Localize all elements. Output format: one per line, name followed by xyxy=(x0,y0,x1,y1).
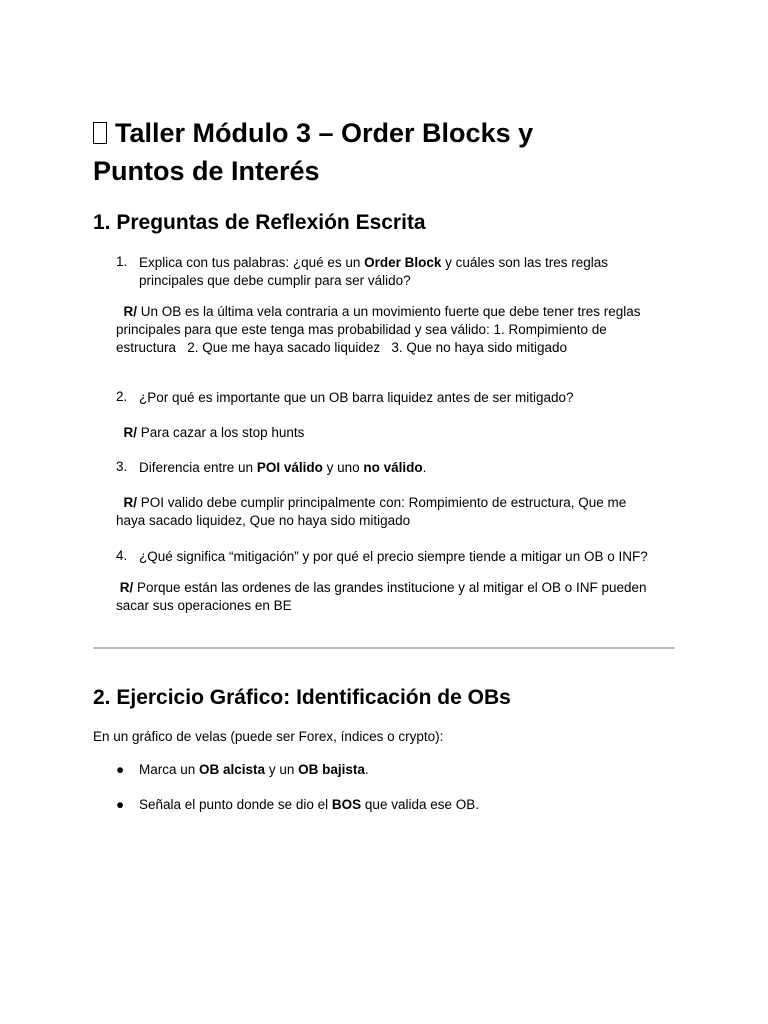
question-3: Diferencia entre un POI válido y uno no válido. xyxy=(139,460,427,475)
bullet-icon: ● xyxy=(116,762,125,777)
bullet-icon: ● xyxy=(116,797,125,812)
answer-3: R/ POI valido debe cumplir principalmente con: Rompimiento de estructura, Que me haya sacado liquidez, Que no haya sido mitigado xyxy=(116,495,627,528)
section-heading-reflection: 1. Preguntas de Reflexión Escrita xyxy=(93,211,426,234)
section-heading-exercise: 2. Ejercicio Gráfico: Identificación de OBs xyxy=(93,686,511,709)
bullet-item-ob: Marca un OB alcista y un OB bajista. xyxy=(139,762,369,777)
answer-1: R/ Un OB es la última vela contraria a un movimiento fuerte que debe tener tres reglas principales para que este tenga mas probabilidad y sea válido: 1. Rompimiento de estructura 2. Que me haya sacado liquidez 3. Que no haya sido mitigado xyxy=(116,304,641,355)
missing-glyph-icon xyxy=(93,122,107,144)
answer-4: R/ Porque están las ordenes de las grandes institucione y al mitigar el OB o INF pueden sacar sus operaciones en BE xyxy=(116,580,647,613)
question-2: ¿Por qué es importante que un OB barra liquidez antes de ser mitigado? xyxy=(139,390,574,405)
page-title: Taller Módulo 3 – Order Blocks y Puntos de Interés xyxy=(93,118,534,186)
question-number: 2. xyxy=(116,389,128,404)
exercise-intro: En un gráfico de velas (puede ser Forex, índices o crypto): xyxy=(93,729,444,744)
question-number: 3. xyxy=(116,459,128,474)
answer-2: R/ Para cazar a los stop hunts xyxy=(123,425,305,440)
question-number: 1. xyxy=(116,254,128,269)
horizontal-divider xyxy=(93,647,675,649)
question-4: ¿Qué significa “mitigación” y por qué el precio siempre tiende a mitigar un OB o INF? xyxy=(139,549,648,564)
bullet-item-bos: Señala el punto donde se dio el BOS que valida ese OB. xyxy=(139,797,479,812)
question-number: 4. xyxy=(116,548,128,563)
question-1: Explica con tus palabras: ¿qué es un Order Block y cuáles son las tres reglas principales que debe cumplir para ser válido? xyxy=(139,255,608,288)
